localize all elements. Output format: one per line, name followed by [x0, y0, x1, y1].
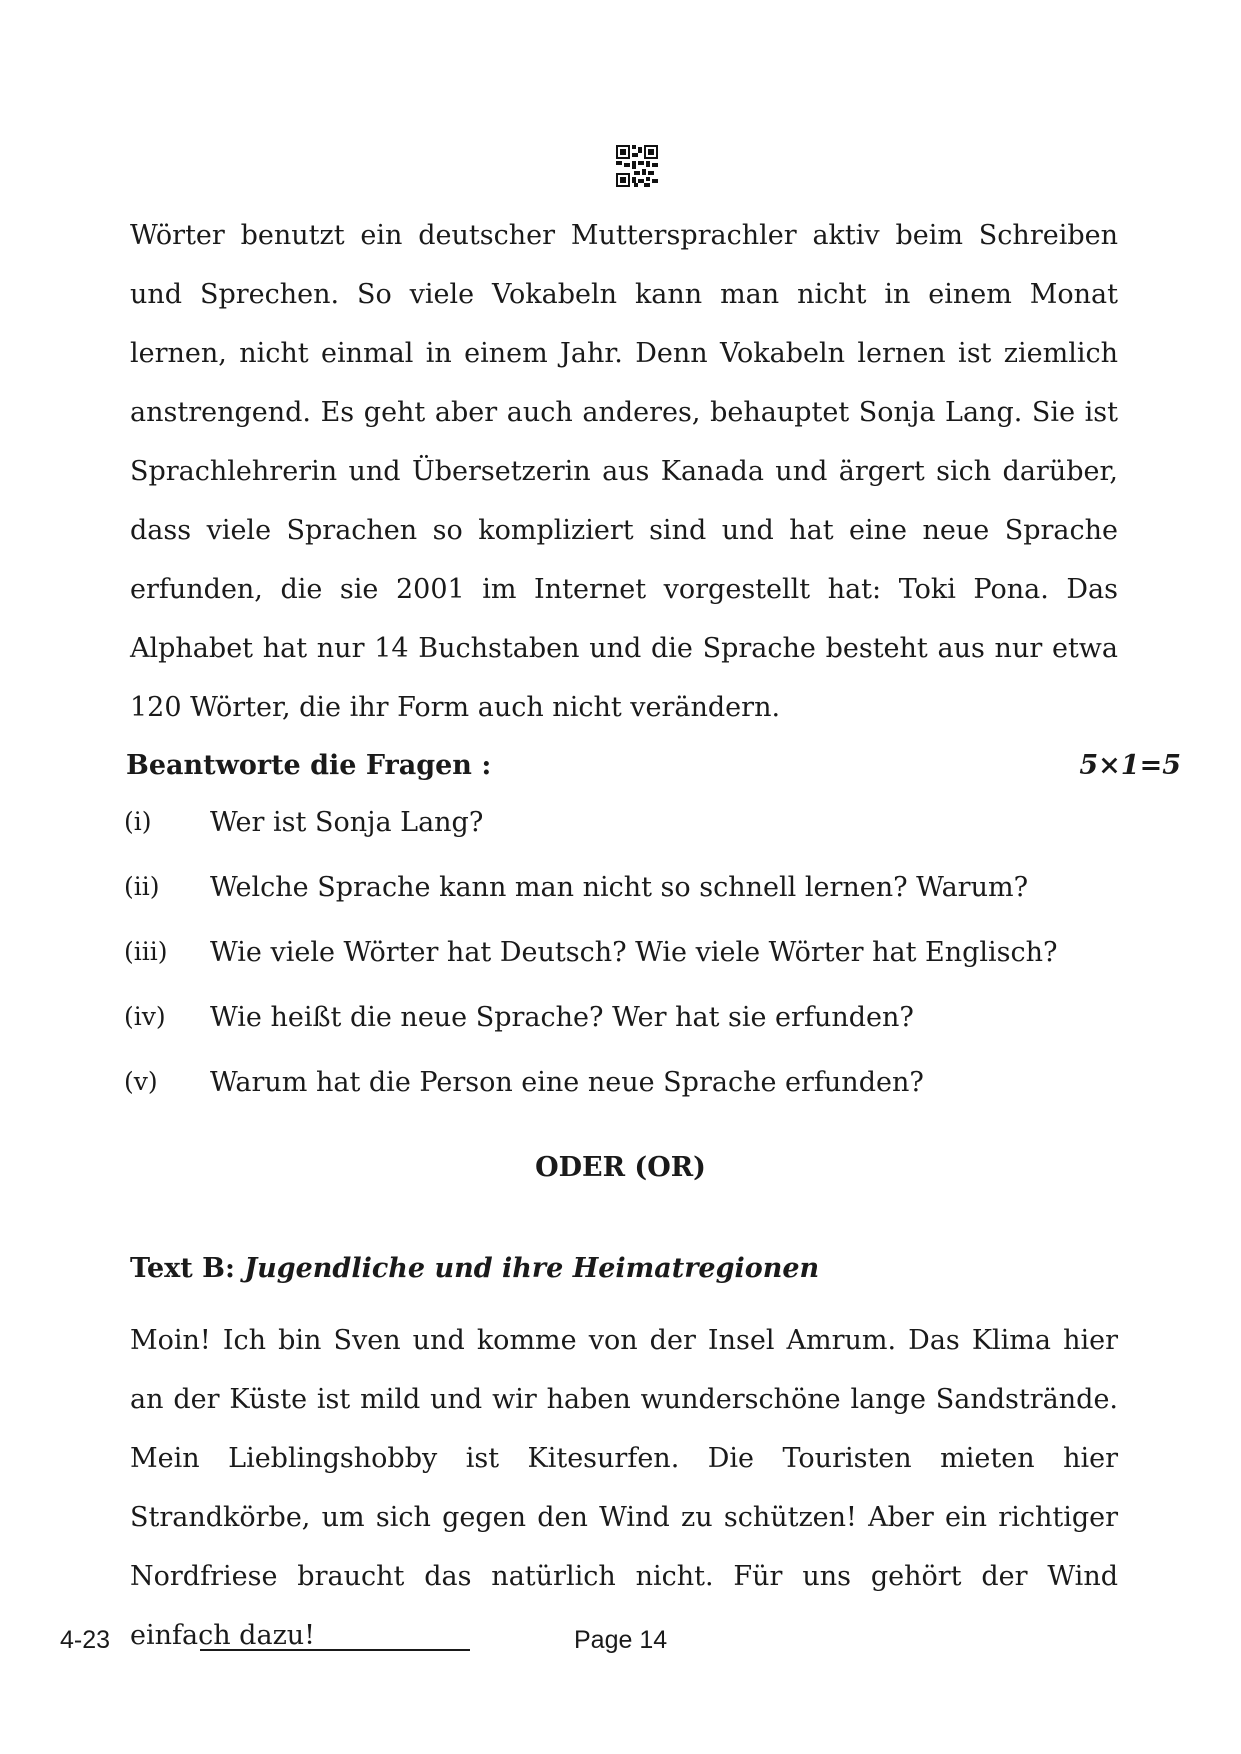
footer-code: 4-23	[60, 1626, 111, 1654]
question-number: (v)	[124, 1067, 158, 1096]
question-text: Welche Sprache kann man nicht so schnell lernen? Warum?	[210, 872, 1029, 903]
footer-divider	[200, 1649, 470, 1651]
qr-code	[616, 145, 658, 187]
passage-b: Moin! Ich bin Sven und komme von der Insel Amrum. Das Klima hier an der Küste ist mild und wir haben wunderschöne lange Sandstrände. Mein Lieblingshobby ist Kitesurfen. Die Touristen mieten hier Strandkörbe, um sich gegen den Wind zu schützen! Aber ein richtiger Nordfriese braucht das natürlich nicht. Für uns gehört der Wind einfach dazu!	[130, 1325, 1118, 1651]
question-text: Wie heißt die neue Sprache? Wer hat sie erfunden?	[210, 1002, 914, 1033]
question-number: (iii)	[124, 937, 168, 966]
questions-header: Beantworte die Fragen :	[126, 750, 492, 781]
question-number: (ii)	[124, 872, 160, 901]
question-text: Wer ist Sonja Lang?	[210, 807, 484, 838]
text-b-title: Jugendliche und ihre Heimatregionen	[244, 1253, 820, 1284]
passage-a: Wörter benutzt ein deutscher Muttersprachler aktiv beim Schreiben und Sprechen. So viele Vokabeln kann man nicht in einem Monat lernen, nicht einmal in einem Jahr. Denn Vokabeln lernen ist ziemlich anstrengend. Es geht aber auch anderes, behauptet Sonja Lang. Sie ist Sprachlehrerin und Übersetzerin aus Kanada und ärgert sich darüber, dass viele Sprachen so kompliziert sind und hat eine neue Sprache erfunden, die sie 2001 im Internet vorgestellt hat: Toki Pona. Das Alphabet hat nur 14 Buchstaben und die Sprache besteht aus nur etwa 120 Wörter, die ihr Form auch nicht verändern.	[130, 220, 1118, 723]
page-number: Page 14	[574, 1626, 668, 1654]
question-number: (iv)	[124, 1002, 166, 1031]
question-text: Warum hat die Person eine neue Sprache erfunden?	[210, 1067, 924, 1098]
question-number: (i)	[124, 807, 152, 836]
marks: 5×1=5	[1079, 750, 1181, 781]
oder-divider: ODER (OR)	[535, 1152, 706, 1183]
text-b-heading	[130, 1253, 819, 1284]
text-b-label: Text B:	[130, 1253, 235, 1284]
question-text: Wie viele Wörter hat Deutsch? Wie viele Wörter hat Englisch?	[210, 937, 1058, 968]
